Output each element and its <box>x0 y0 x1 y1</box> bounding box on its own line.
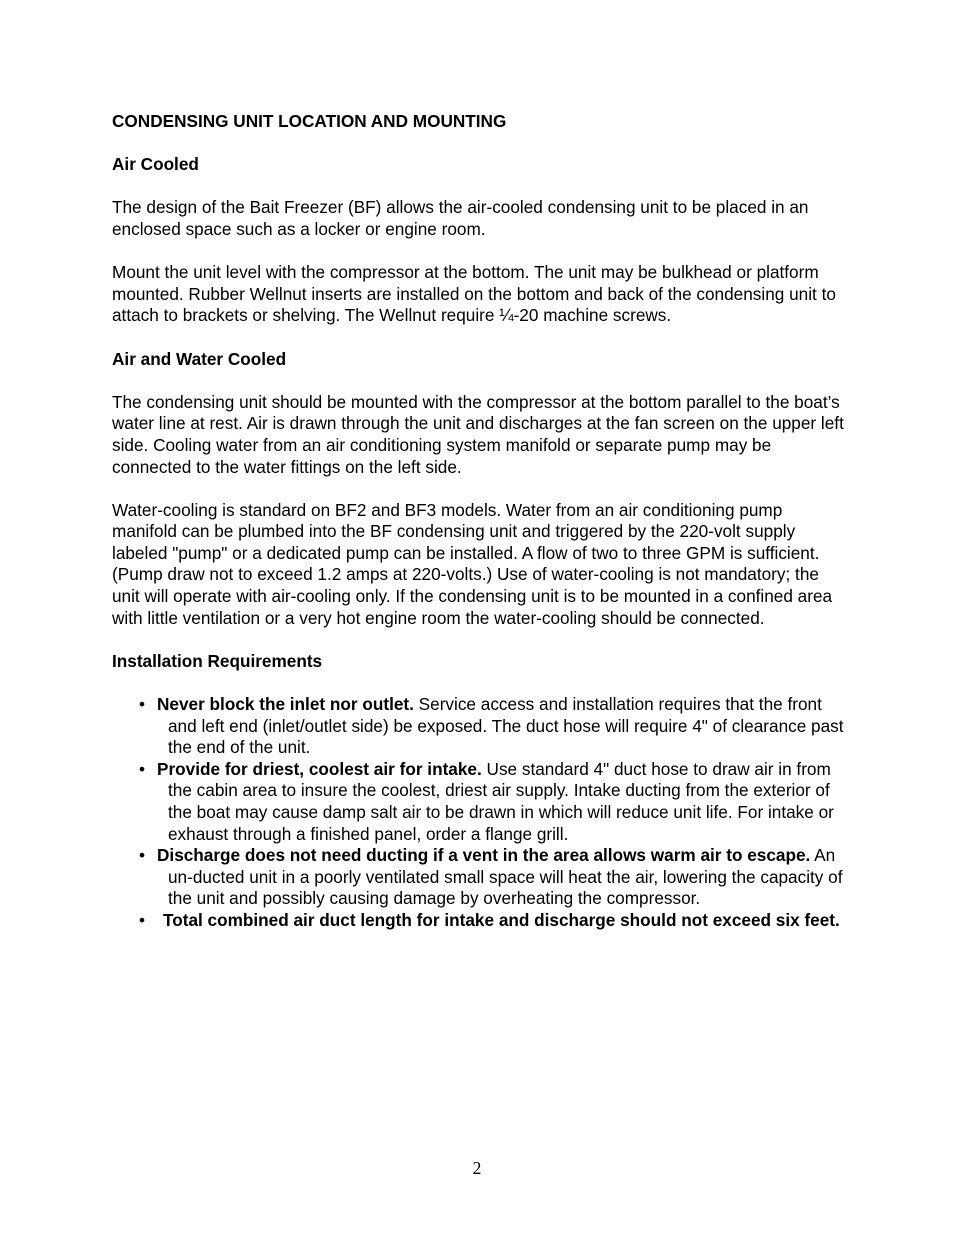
requirement-body: Use standard 4" duct hose to draw air in from the cabin area to insure the coolest, driest air supply. Intake ducting from the exterior of the boat may cause damp salt air to be drawn in which will reduce unit life. For intake or exhaust through a finished panel, order a flange grill. <box>168 758 834 844</box>
bullet-icon: • <box>139 909 146 930</box>
paragraph: The design of the Bait Freezer (BF) allows the air-cooled condensing unit to be placed in an enclosed space such as a locker or engine room. <box>112 197 809 239</box>
section-heading-air-and-water-cooled: Air and Water Cooled <box>112 348 287 369</box>
bullet-icon: • <box>139 694 146 715</box>
paragraph: The condensing unit should be mounted with the compressor at the bottom parallel to the boat’s water line at rest. Air is drawn through the unit and discharges at the fan screen on the upper left side. Cooling water from an air conditioning system manifold or separate pump may be connected to the water fittings on the left side. <box>112 391 844 477</box>
section-heading-installation-requirements: Installation Requirements <box>112 650 323 671</box>
document-title: CONDENSING UNIT LOCATION AND MOUNTING <box>112 111 507 131</box>
section-heading-air-cooled: Air Cooled <box>112 154 199 175</box>
page-number: 2 <box>472 1158 482 1178</box>
list-item <box>112 694 847 759</box>
list-item <box>112 910 847 932</box>
requirement-lead: Discharge does not need ducting if a vent in the area allows warm air to escape. <box>157 845 811 866</box>
paragraph: Water-cooling is standard on BF2 and BF3 models. Water from an air conditioning pump manifold can be plumbed into the BF condensing unit and triggered by the 220-volt supply labeled "pump" or a dedicated pump can be installed. A flow of two to three GPM is sufficient. (Pump draw not to exceed 1.2 amps at 220-volts.) Use of water-cooling is not mandatory; the unit will operate with air-cooling only. If the condensing unit is to be mounted in a confined area with little ventilation or a very hot engine room the water-cooling should be connected. <box>112 499 833 628</box>
requirement-lead: Total combined air duct length for intake and discharge should not exceed six feet. <box>163 909 840 930</box>
bullet-icon: • <box>139 845 146 866</box>
list-item <box>112 845 847 910</box>
document-page <box>112 111 847 932</box>
paragraph: Mount the unit level with the compressor at the bottom. The unit may be bulkhead or platform mounted. Rubber Wellnut inserts are installed on the bottom and back of the condensing unit to attach to brackets or shelving. The Wellnut require ¼-20 machine screws. <box>112 262 836 326</box>
requirement-body: Service access and installation requires that the front and left end (inlet/outlet side) be exposed. The duct hose will require 4" of clearance past the end of the unit. <box>168 694 844 758</box>
requirements-list <box>112 694 847 932</box>
list-item <box>112 759 847 845</box>
requirement-lead: Never block the inlet nor outlet. <box>157 694 414 715</box>
requirement-body: An un-ducted unit in a poorly ventilated small space will heat the air, lowering the capacity of the unit and possibly causing damage by overheating the compressor. <box>168 845 843 909</box>
bullet-icon: • <box>139 758 146 779</box>
requirement-lead: Provide for driest, coolest air for intake. <box>157 758 482 779</box>
